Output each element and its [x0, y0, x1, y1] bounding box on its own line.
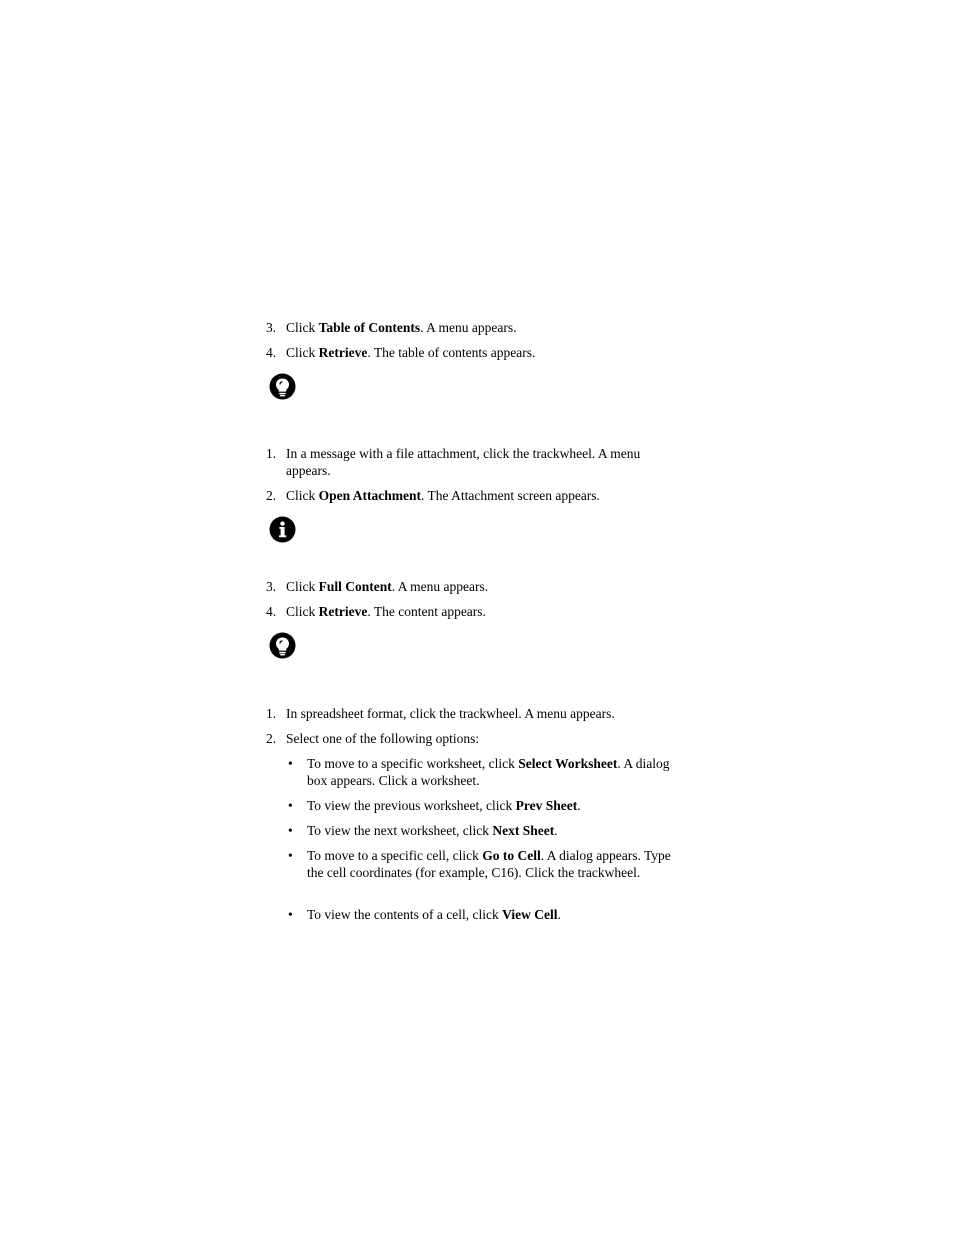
step-text: In a message with a file attachment, click the trackwheel. A menu appears. — [286, 446, 641, 478]
step-number: 1. — [266, 446, 277, 461]
bullet-glyph: • — [288, 848, 293, 863]
step-number: 1. — [266, 706, 277, 721]
step-text: Select one of the following options: — [286, 731, 480, 746]
bullet-glyph: • — [288, 756, 293, 771]
bullet-text: To move to a specific worksheet, click Select Worksheet. A dialog box appears. Click a worksheet. — [307, 756, 670, 788]
step-number: 3. — [266, 579, 277, 594]
tip-icon — [269, 632, 296, 659]
bullet-glyph: • — [288, 823, 293, 838]
tip-icon — [269, 373, 296, 400]
step-text: Click Full Content. A menu appears. — [286, 579, 489, 594]
step-number: 4. — [266, 604, 277, 619]
step-text: Click Retrieve. The table of contents appears. — [286, 345, 536, 360]
step-number: 2. — [266, 731, 277, 746]
bullet-text: To view the next worksheet, click Next Sheet. — [307, 823, 558, 838]
bullet-text: To move to a specific cell, click Go to Cell. A dialog appears. Type the cell coordinates (for example, C16). Click the trackwheel. — [307, 848, 671, 880]
step-number: 2. — [266, 488, 277, 503]
step-text: Click Open Attachment. The Attachment screen appears. — [286, 488, 600, 503]
bullet-text: To view the previous worksheet, click Prev Sheet. — [307, 798, 581, 813]
bullet-glyph: • — [288, 907, 293, 922]
bullet-glyph: • — [288, 798, 293, 813]
step-number: 3. — [266, 320, 277, 335]
note-icon — [269, 516, 296, 543]
bullet-text: To view the contents of a cell, click View Cell. — [307, 907, 561, 922]
step-text: In spreadsheet format, click the trackwheel. A menu appears. — [286, 706, 615, 721]
step-text: Click Table of Contents. A menu appears. — [286, 320, 517, 335]
step-number: 4. — [266, 345, 277, 360]
step-text: Click Retrieve. The content appears. — [286, 604, 486, 619]
